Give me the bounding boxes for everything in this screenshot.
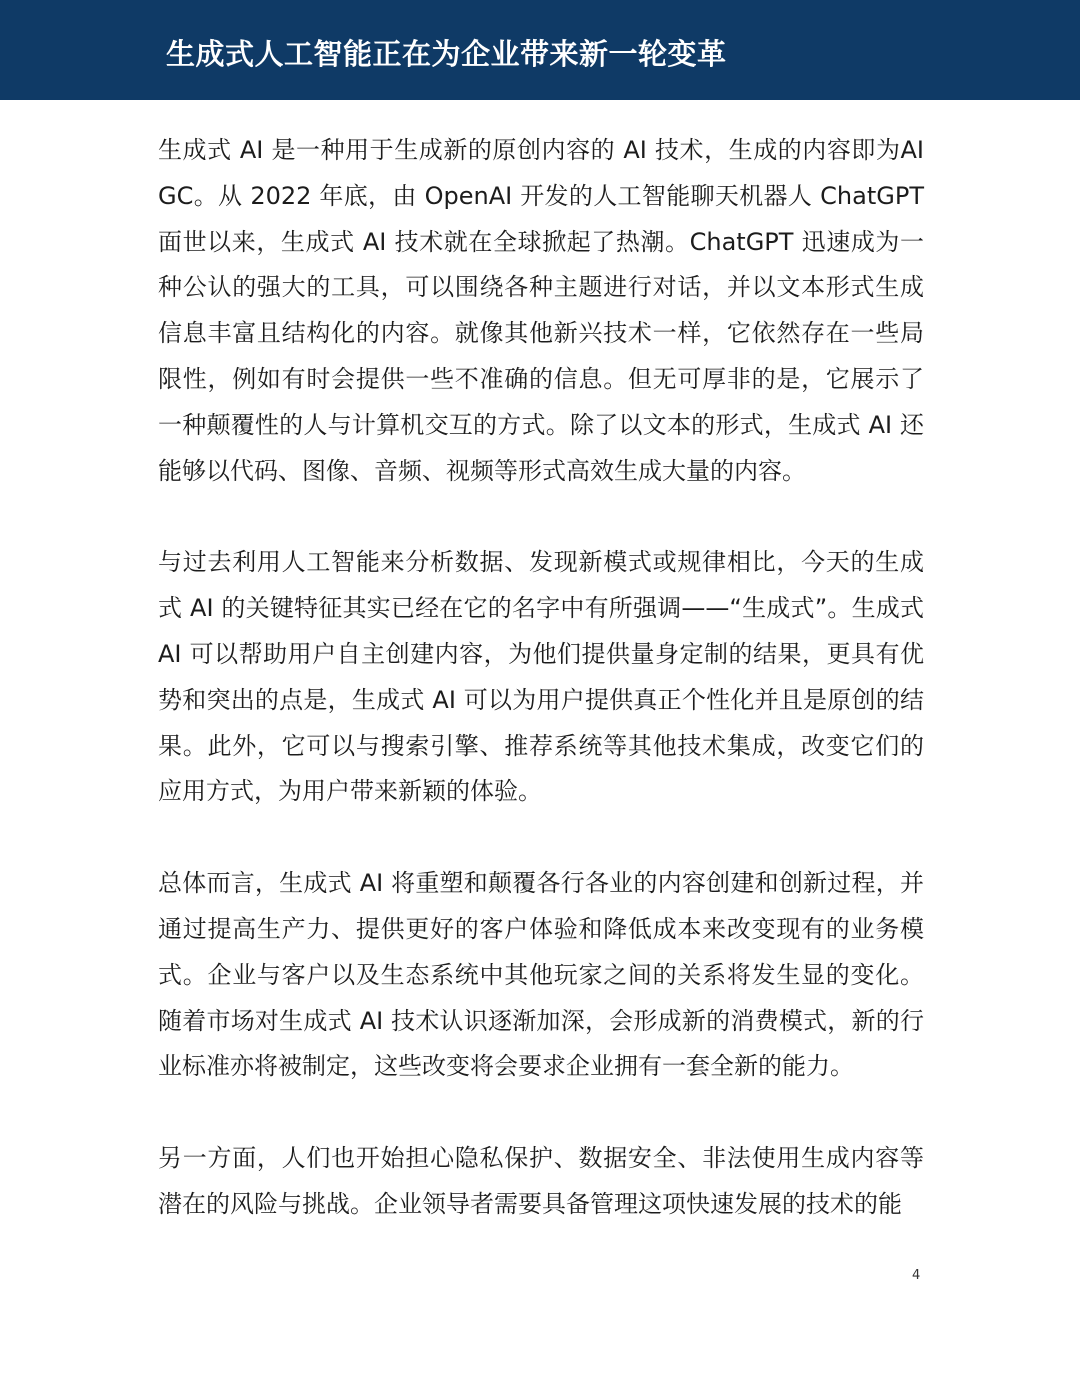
body-content [158, 128, 924, 1274]
page-title: 生成式人工智能正在为企业带来新一轮变革 [166, 37, 727, 71]
paragraph-1: 生成式 AI 是一种用于生成新的原创内容的 AI 技术，生成的内容即为AIGC。从 2022 年底，由 OpenAI 开发的人工智能聊天机器人 ChatGPT面世以来，生成式 AI 技术就在全球掀起了热潮。ChatGPT 迅速成为一种公认的强大的工具，可以围绕各种主题进行对话，并以文本形式生成信息丰富且结构化的内容。就像其他新兴技术一样，它依然存在一些局限性，例如有时会提供一些不准确的信息。但无可厚非的是，它展示了一种颠覆性的人与计算机交互的方式。除了以文本的形式，生成式 AI 还能够以代码、图像、音频、视频等形式高效生成大量的内容。 [158, 136, 924, 485]
page-number: 4 [912, 1268, 921, 1283]
paragraph-2: 与过去利用人工智能来分析数据、发现新模式或规律相比，今天的生成式 AI 的关键特征其实已经在它的名字中有所强调——“生成式”。生成式 AI 可以帮助用户自主创建内容，为他们提供量身定制的结果，更具有优势和突出的点是，生成式 AI 可以为用户提供真正个性化并且是原创的结果。此外，它可以与搜索引擎、推荐系统等其他技术集成，改变它们的应用方式，为用户带来新颖的体验。 [158, 548, 924, 806]
header-bar [0, 0, 1080, 100]
paragraph-4: 另一方面，人们也开始担心隐私保护、数据安全、非法使用生成内容等潜在的风险与挑战。企业领导者需要具备管理这项快速发展的技术的能 [158, 1144, 924, 1218]
paragraph-3: 总体而言，生成式 AI 将重塑和颠覆各行各业的内容创建和创新过程，并通过提高生产力、提供更好的客户体验和降低成本来改变现有的业务模式。企业与客户以及生态系统中其他玩家之间的关系将发生显的变化。随着市场对生成式 AI 技术认识逐渐加深，会形成新的消费模式，新的行业标准亦将被制定，这些改变将会要求企业拥有一套全新的能力。 [158, 869, 924, 1081]
